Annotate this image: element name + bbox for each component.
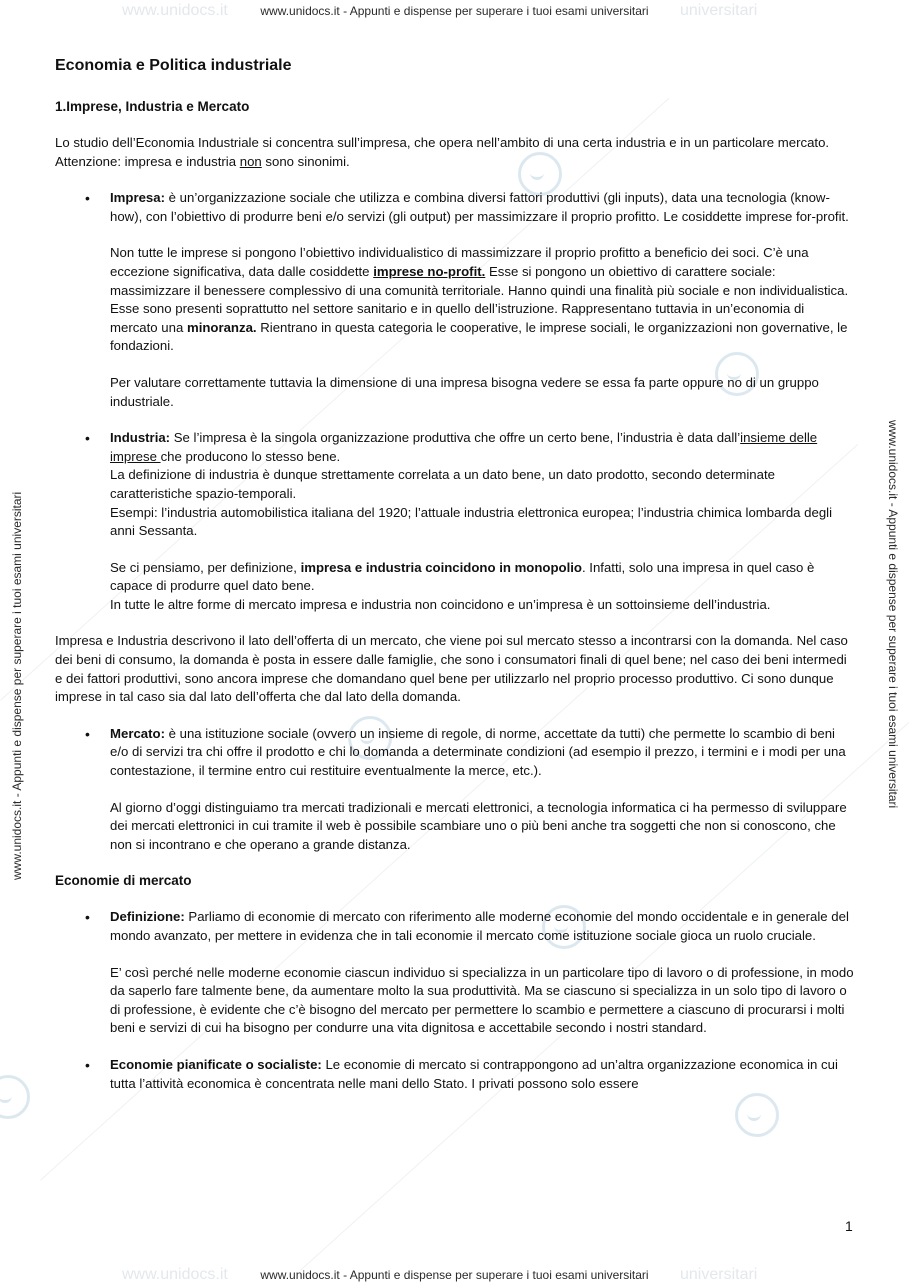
warning-line: Attenzione: impresa e industria non sono sinonimi. — [55, 153, 350, 169]
definition-list — [55, 908, 855, 1093]
list-item-pianificate: • Economie pianificate o socialiste: Le economie di mercato si contrappongono ad un’altra organizzazione economica in cui tutta l’attività economica è concentrata nelle mani dello Stato. I privati possono solo essere — [55, 1056, 855, 1093]
section-heading: 1.Imprese, Industria e Mercato — [55, 99, 250, 114]
document-body — [55, 56, 855, 1093]
unidocs-logo-icon — [0, 1075, 30, 1119]
page-number: 1 — [845, 1218, 853, 1234]
watermark-side-left: www.unidocs.it - Appunti e dispense per superare i tuoi esami universitari — [10, 491, 24, 880]
definition-list — [55, 725, 855, 855]
offerta-paragraph: Impresa e Industria descrivono il lato dell’offerta di un mercato, che viene poi sul mercato stesso a incontrarsi con la domanda. Nel caso dei beni di consumo, la domanda è posta in essere dalle famiglie, che sono i consumatori finali di quel bene; nel caso dei beni intermedi e dei fattori produttivi, sono ancora imprese che domandano quel bene per utilizzarlo nel proprio processo produttivo. Ci sono dunque imprese in tal caso sia dal lato dell’offerta che dal lato della domanda. — [55, 633, 848, 705]
watermark-banner-bottom: www.unidocs.it - Appunti e dispense per superare i tuoi esami universitari — [260, 1268, 649, 1282]
definition-list — [55, 189, 855, 614]
watermark-ghost-text: universitari — [680, 2, 758, 19]
list-item-impresa: • Impresa: è un’organizzazione sociale che utilizza e combina diversi fattori produttivi (gli inputs), data una tecnologia (know-how), con l’obiettivo di produrre beni e/o servizi (gli output) per massimizzare il proprio profitto. Le cosiddette imprese for-profit. Non tutte le imprese si pongono l’obiettivo individualistico di massimizzare il proprio profitto a beneficio dei soci. C’è una eccezione significativa, data dalle cosiddette imprese no-profit. Esse si pongono un obiettivo di carattere sociale: massimizzare il benessere complessivo di una comunità territoriale. Hanno quindi una finalità più sociale e non individualistica. Esse sono presenti soprattutto nel settore sanitario e in quello dell’istruzione. Rappresentano tuttavia in un’economia di mercato una minoranza. Rientrano in questa categoria le cooperative, le imprese sociali, le organizzazioni non governative, le fondazioni. Per valutare correttamente tuttavia la dimensione di una impresa bisogna vedere se essa fa parte oppure no di un gruppo industriale. — [55, 189, 855, 429]
list-item-definizione: • Definizione: Parliamo di economie di mercato con riferimento alle moderne economie del mondo occidentale e in generale del mondo avanzato, per mettere in evidenza che in tali economie il mercato come istituzione sociale gioca un ruolo cruciale. E’ così perché nelle moderne economie ciascun individuo si specializza in un particolare tipo di lavoro o di professione, in modo da saperlo fare talmente bene, da aumentare molto la sua produttività. Ma se ciascuno si specializza in un solo tipo di lavoro o di professione, è evidente che c’è bisogno del mercato per permettere lo scambio e permettere a ciascuno di procurarsi i molti beni e servizi di cui ha bisogno per condurre una vita dignitosa e accettabile secondo i nostri standard. — [55, 908, 855, 1056]
list-item-mercato: • Mercato: è una istituzione sociale (ovvero un insieme di regole, di norme, accettate da tutti) che permette lo scambio di beni e/o di servizi tra chi offre il prodotto e chi lo domanda a determinate condizioni (ad esempio il prezzo, i termini e i modi per una contestazione, il termine entro cui restituire eventualmente la merce, etc.). Al giorno d’oggi distinguiamo tra mercati tradizionali e mercati elettronici, a tecnologia informatica ci ha permesso di sviluppare dei mercati elettronici in cui tramite il web è possibile scambiare uno o più beni anche tra soggetti che non si conoscono, che non si incontrano e che operano a grande distanza. — [55, 725, 855, 855]
watermark-ghost-text: universitari — [680, 1266, 758, 1283]
list-item-industria: • Industria: Se l’impresa è la singola organizzazione produttiva che offre un certo bene, l’industria è data dall’insieme delle imprese che producono lo stesso bene. La definizione di industria è dunque strettamente correlata a un dato bene, un dato prodotto, secondo determinate caratteristiche spazio-temporali. Esempi: l’industria automobilistica italiana del 1920; l’attuale industria elettronica europea; l’industria chimica lombarda degli anni Sessanta. Se ci pensiamo, per definizione, impresa e industria coincidono in monopolio. Infatti, solo una impresa in quel caso è capace di produrre quel dato bene. In tutte le altre forme di mercato impresa e industria non coincidono e un’impresa è un sottoinsieme dell’industria. — [55, 429, 855, 614]
document-title: Economia e Politica industriale — [55, 57, 292, 74]
intro-paragraph: Lo studio dell’Economia Industriale si concentra sull’impresa, che opera nell’ambito di una certa industria e in un particolare mercato. — [55, 135, 830, 150]
watermark-ghost-text: www.unidocs.it — [122, 2, 228, 19]
watermark-side-right: www.unidocs.it - Appunti e dispense per superare i tuoi esami universitari — [886, 420, 900, 809]
section-heading: Economie di mercato — [55, 873, 192, 889]
watermark-banner-top: www.unidocs.it - Appunti e dispense per superare i tuoi esami universitari — [260, 4, 649, 18]
unidocs-logo-icon — [735, 1093, 779, 1137]
watermark-ghost-text: www.unidocs.it — [122, 1266, 228, 1283]
